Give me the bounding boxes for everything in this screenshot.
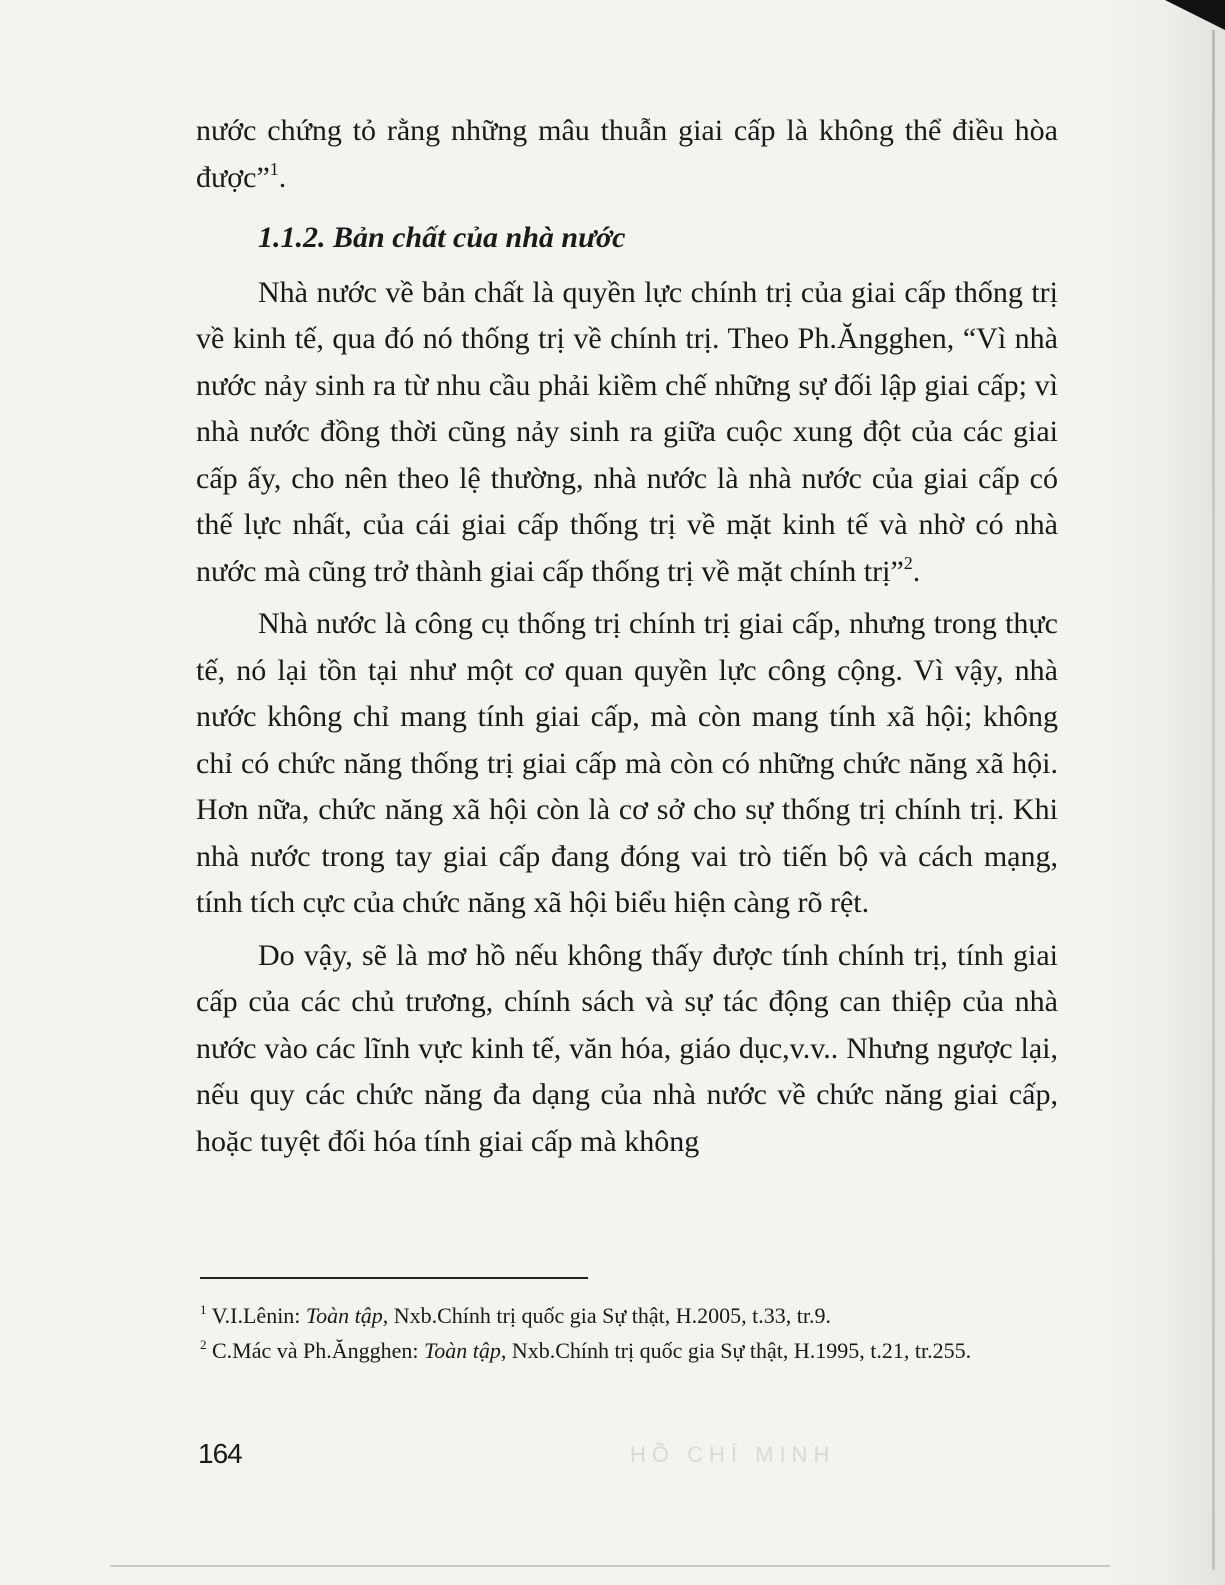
footnote-author: V.I.Lênin:: [211, 1303, 306, 1328]
footnote-marker: 2: [200, 1337, 207, 1352]
footnote-1: [200, 1298, 1060, 1333]
footnote-details: , Nxb.Chính trị quốc gia Sự thật, H.1995, t.21, tr.255.: [500, 1338, 972, 1363]
footnote-2: [200, 1333, 1060, 1368]
footnotes: [200, 1298, 1060, 1368]
footnote-ref-1: 1: [269, 158, 279, 179]
footnote-author: C.Mác và Ph.Ăngghen:: [212, 1338, 425, 1363]
scan-corner: [1165, 0, 1225, 30]
watermark: HỒ CHÍ MINH: [630, 1442, 836, 1467]
page-number: 164: [198, 1438, 242, 1469]
paragraph-text: nước chứng tỏ rằng những mâu thuẫn giai cấp là không thể điều hòa được”: [196, 114, 1058, 194]
main-text: [196, 108, 1058, 1165]
paragraph-end: .: [912, 554, 921, 588]
paragraph-conclusion: Do vậy, sẽ là mơ hồ nếu không thấy được tính chính trị, tính giai cấp của các chủ trương, chính sách và sự tác động can thiệp của nhà nước vào các lĩnh vực kinh tế, văn hóa, giáo dục,v.v.. Nhưng ngược lại, nếu quy các chức năng đa dạng của nhà nước về chức năng giai cấp, hoặc tuyệt đối hóa tính giai cấp mà không: [196, 938, 1058, 1158]
page-bottom-edge: [110, 1565, 1110, 1567]
paragraph-end: .: [278, 160, 287, 194]
page-edge-line: [1212, 30, 1215, 1570]
paragraph-text: Nhà nước về bản chất là quyền lực chính trị của giai cấp thống trị về kinh tế, qua đó nó thống trị về chính trị. Theo Ph.Ăngghen, “Vì nhà nước nảy sinh ra từ nhu cầu phải kiềm chế những sự đối lập giai cấp; vì nhà nước đồng thời cũng nảy sinh ra giữa cuộc xung đột của các giai cấp ấy, cho nên theo lệ thường, nhà nước là nhà nước của giai cấp có thế lực nhất, của cái giai cấp thống trị về mặt kinh tế và nhờ có nhà nước mà cũng trở thành giai cấp thống trị về mặt chính trị”: [196, 275, 1058, 588]
page-edge-shadow: [1080, 0, 1225, 1585]
footnote-title: Toàn tập: [424, 1338, 501, 1363]
footnote-title: Toàn tập: [305, 1303, 383, 1328]
footnote-details: , Nxb.Chính trị quốc gia Sự thật, H.2005, t.33, tr.9.: [382, 1303, 831, 1328]
paragraph-essence: [196, 270, 1058, 596]
paragraph-continued: [196, 108, 1058, 201]
footnote-divider: [200, 1277, 588, 1279]
paragraph-social-function: Nhà nước là công cụ thống trị chính trị giai cấp, nhưng trong thực tế, nó lại tồn tại như một cơ quan quyền lực công cộng. Vì vậy, nhà nước không chỉ mang tính giai cấp, mà còn mang tính xã hội; không chỉ có chức năng thống trị giai cấp mà còn có những chức năng xã hội. Hơn nữa, chức năng xã hội còn là cơ sở cho sự thống trị chính trị. Khi nhà nước trong tay giai cấp đang đóng vai trò tiến bộ và cách mạng, tính tích cực của chức năng xã hội biểu hiện càng rõ rệt.: [196, 607, 1058, 919]
footnote-marker: 1: [200, 1302, 207, 1317]
section-heading: 1.1.2. Bản chất của nhà nước: [258, 221, 626, 254]
footnote-ref-2: 2: [903, 552, 913, 573]
